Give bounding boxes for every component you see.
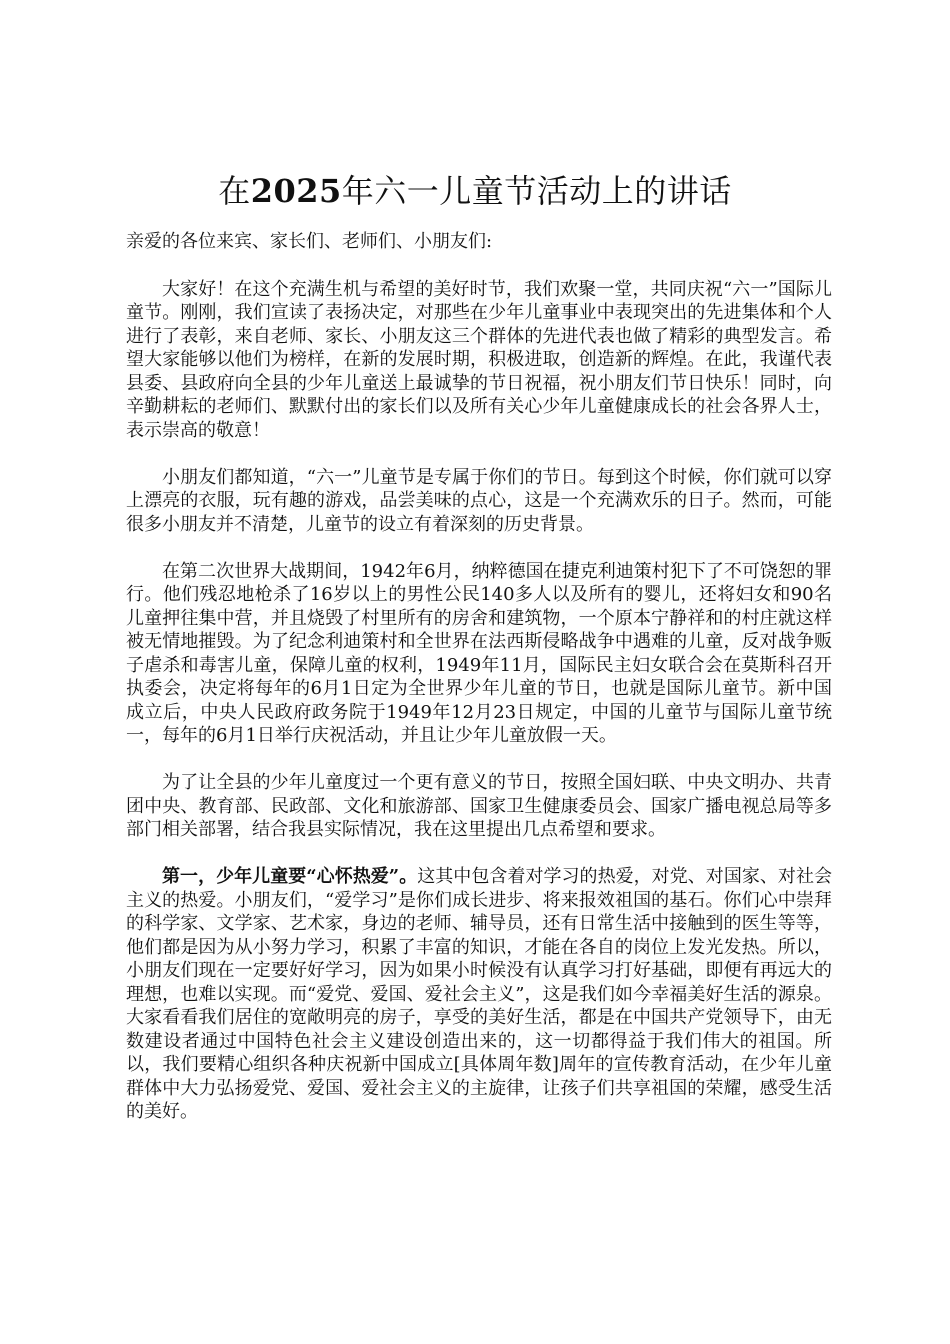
title-prefix: 在 [218,172,251,210]
paragraph-greeting [126,278,832,443]
paragraph-text: 小朋友们都知道，“六一”儿童节是专属于你们的节日。每到这个时候，你们就可以穿上漂亮的衣服，玩有趣的游戏，品尝美味的点心，这是一个充满欢乐的日子。然而，可能很多小朋友并不清楚，儿童节的设立有着深刻的历史背景。 [126,466,832,535]
paragraph-text: 为了让全县的少年儿童度过一个更有意义的节日，按照全国妇联、中央文明办、共青团中央、教育部、民政部、文化和旅游部、国家卫生健康委员会、国家广播电视总局等多部门相关部署，结合我县实际情况，我在这里提出几点希望和要求。 [126,772,832,840]
paragraph-first-point [126,865,832,1124]
title-suffix: 年六一儿童节活动上的讲话 [341,172,732,210]
salutation: 亲爱的各位来宾、家长们、老师们、小朋友们: [126,231,493,252]
paragraph-text: 大家好！在这个充满生机与希望的美好时节，我们欢聚一堂，共同庆祝“六一”国际儿童节。刚刚，我们宣读了表扬决定，对那些在少年儿童事业中表现突出的先进集体和个人进行了表彰，来自老师、家长、小朋友这三个群体的先进代表也做了精彩的典型发言。希望大家能够以他们为榜样，在新的发展时期，积极进取，创造新的辉煌。在此，我谨代表县委、县政府向全县的少年儿童送上最诚挚的节日祝福，祝小朋友们节日快乐！同时，向辛勤耕耘的老师们、默默付出的家长们以及所有关心少年儿童健康成长的社会各界人士，表示崇高的敬意！ [126,278,832,441]
paragraph-text: 在第二次世界大战期间，1942年6月，纳粹德国在捷克利迪策村犯下了不可饶恕的罪行。他们残忍地枪杀了16岁以上的男性公民140多人以及所有的婴儿，还将妇女和90名儿童押往集中营，并且烧毁了村里所有的房舍和建筑物，一个原本宁静祥和的村庄就这样被无情地摧毁。为了纪念利迪策村和全世界在法西斯侵略战争中遇难的儿童，反对战争贩子虐杀和毒害儿童，保障儿童的权利，1949年11月，国际民主妇女联合会在莫斯科召开执委会，决定将每年的6月1日定为全世界少年儿童的节日，也就是国际儿童节。新中国成立后，中央人民政府政务院于1949年12月23日规定，中国的儿童节与国际儿童节统一，每年的6月1日举行庆祝活动，并且让少年儿童放假一天。 [126,560,832,746]
paragraph-text: 这其中包含着对学习的热爱，对党、对国家、对社会主义的热爱。小朋友们，“爱学习”是你们成长进步、将来报效祖国的基石。你们心中崇拜的科学家、文学家、艺术家，身边的老师、辅导员，还有日常生活中接触到的医生等等，他们都是因为从小努力学习，积累了丰富的知识，才能在各自的岗位上发光发热。所以，小朋友们现在一定要好好学习，因为如果小时候没有认真学习打好基础，即便有再远大的理想，也难以实现。而“爱党、爱国、爱社会主义”，这是我们如今幸福美好生活的源泉。大家看看我们居住的宽敞明亮的房子，享受的美好生活，都是在中国共产党领导下，由无数建设者通过中国特色社会主义建设创造出来的，这一切都得益于我们伟大的祖国。所以，我们要精心组织各种庆祝新中国成立[具体周年数]周年的宣传教育活动，在少年儿童群体中大力弘扬爱党、爱国、爱社会主义的主旋律，让孩子们共享祖国的荣耀，感受生活的美好。 [126,866,832,1122]
paragraph-heading: 第一，少年儿童要“心怀热爱”。 [162,866,418,887]
paragraph-history [126,560,832,748]
page-title [0,168,950,214]
title-year: 2025 [250,172,342,210]
speech-body [126,230,832,1147]
paragraph-childrens-day-intro [126,466,832,537]
paragraph-requirements-intro [126,771,832,842]
